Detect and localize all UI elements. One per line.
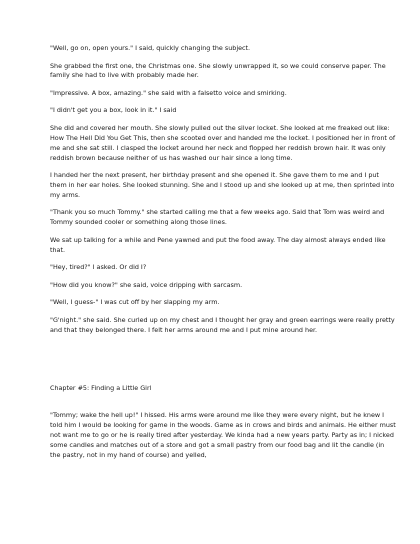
paragraph: "How did you know?" she said, voice dripping with sarcasm. (50, 280, 243, 289)
paragraph: "Well, go on, open yours." I said, quickly changing the subject. (50, 44, 251, 52)
paragraph: "Tommy; wake the hell up!" I hissed. His arms were around me like they were every night, but he knew I told him I would be looking for game in the woods. Game as in crows and birds and animals. He either must not want me to go or he is really tired after yesterday. We kinda had a new years party. Party as in; I nicked some candles and matches out of a store and got a small pastry from our food bag and lit the candle (in the pastry, not in my hand of course) and yelled, (50, 411, 396, 460)
paragraph: She did and covered her mouth. She slowly pulled out the silver locket. She looked at me freaked out like: How The Hell Did You Get This, then she scooted over and handed me the locket. I positioned her in front of me and she sat still. I clasped the locket around her neck and flopped her reddish brown hair. It was only reddish brown because neither of us has washed our hair since a long time. (50, 123, 396, 162)
paragraph: "Thank you so much Tommy." she started calling me that a few weeks ago. Said that Tom was weird and Tommy sounded cooler or something along those lines. (50, 208, 385, 227)
text-body-before (50, 44, 396, 336)
text-body-after (50, 411, 396, 461)
paragraph: She grabbed the first one, the Christmas one. She slowly unwrapped it, so we could conserve paper. The family she had to live with probably made her. (50, 61, 386, 80)
paragraph: "Hey, tired?" I asked. Or did I? (50, 263, 147, 272)
paragraph: "G'night." she said. She curled up on my chest and I thought her gray and green earrings were really pretty and that they belonged there. I felt her arms around me and I put mine around her. (50, 315, 395, 334)
chapter-heading: Chapter #5: Finding a Little Girl (50, 383, 152, 392)
paragraph: "Well, I guess-" I was cut off by her slapping my arm. (50, 298, 220, 307)
paragraph: "I didn't get you a box, look in it." I said (50, 106, 177, 115)
paragraph: We sat up talking for a while and Pene yawned and put the food away. The day almost always ended like that. (50, 235, 386, 254)
paragraph: I handed her the next present, her birthday present and she opened it. She gave them to me and I put them in her ear holes. She looked stunning. She and I stood up and she looked up at me, then sprinted into my arms. (50, 171, 395, 199)
paragraph: "Impressive. A box, amazing." she said with a falsetto voice and smirking. (50, 88, 287, 97)
